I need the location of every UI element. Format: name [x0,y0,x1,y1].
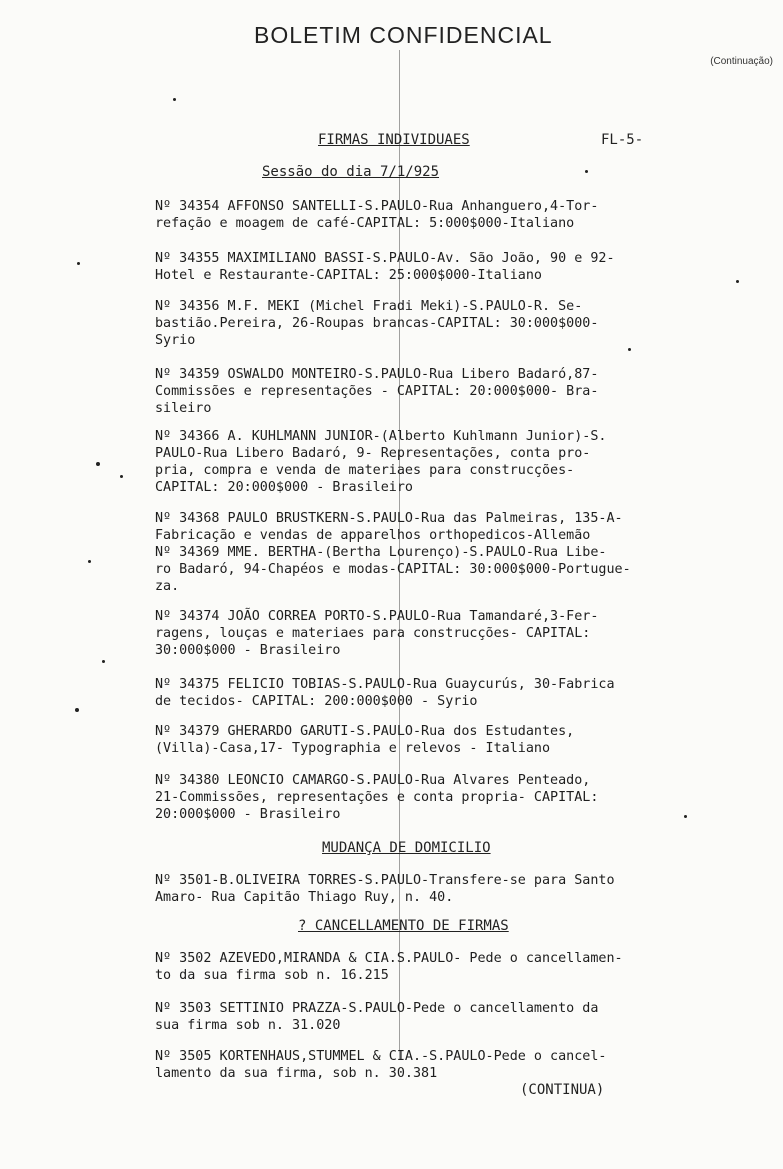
entry-3502: Nº 3502 AZEVEDO,MIRANDA & CIA.S.PAULO- Pede o cancellamen- to da sua firma sob n. 16.215 [155,951,623,983]
section-title-cancellamento: ? CANCELLAMENTO DE FIRMAS [298,918,509,934]
section-title-mudanca: MUDANÇA DE DOMICILIO [322,840,491,856]
entry-34379: Nº 34379 GHERARDO GARUTI-S.PAULO-Rua dos Estudantes, (Villa)-Casa,17- Typographia e relevos - Italiano [155,724,575,756]
continua-label: (CONTINUA) [520,1082,605,1098]
entry-3503: Nº 3503 SETTINIO PRAZZA-S.PAULO-Pede o cancellamento da sua firma sob n. 31.020 [155,1001,599,1033]
entry-34356: Nº 34356 M.F. MEKI (Michel Fradi Meki)-S.PAULO-R. Se- bastião.Pereira, 26-Roupas brancas-CAPITAL: 30:000$000- Syrio [155,299,599,348]
ink-speck [102,660,105,663]
section-title-firmas: FIRMAS INDIVIDUAES [318,132,470,148]
ink-speck [96,462,100,466]
ink-speck [585,170,588,173]
ink-speck [88,560,91,563]
entry-34374: Nº 34374 JOÃO CORREA PORTO-S.PAULO-Rua Tamandaré,3-Fer- ragens, louças e materiaes para construcções- CAPITAL: 30:000$000 - Brasileiro [155,609,599,658]
entry-34366: Nº 34366 A. KUHLMANN JUNIOR-(Alberto Kuhlmann Junior)-S. PAULO-Rua Libero Badaró, 9- Representações, conta pro- pria, compra e venda de materiaes para construcções- CAPITAL: 20:000$000 - Brasileiro [155,429,607,495]
entry-3501: Nº 3501-B.OLIVEIRA TORRES-S.PAULO-Transfere-se para Santo Amaro- Rua Capitão Thiago Ruy, n. 40. [155,873,615,905]
entry-3505: Nº 3505 KORTENHAUS,STUMMEL & CIA.-S.PAULO-Pede o cancel- lamento da sua firma, sob n. 30.381 [155,1049,607,1081]
ink-speck [77,262,80,265]
entry-34380: Nº 34380 LEONCIO CAMARGO-S.PAULO-Rua Alvares Penteado, 21-Commissões, representações e conta propria- CAPITAL: 20:000$000 - Brasileiro [155,773,599,822]
entry-34368-34369: Nº 34368 PAULO BRUSTKERN-S.PAULO-Rua das Palmeiras, 135-A- Fabricação e vendas de apparelhos orthopedicos-Allemão Nº 34369 MME. BERTHA-(Bertha Lourenço)-S.PAULO-Rua Libe- ro Badaró, 94-Chapéos e modas-CAPITAL: 30:000$000-Portugue- za. [155,511,631,594]
ink-speck [75,708,79,712]
session-date: Sessão do dia 7/1/925 [262,164,440,180]
entry-34359: Nº 34359 OSWALDO MONTEIRO-S.PAULO-Rua Libero Badaró,87- Commissões e representações - CAPITAL: 20:000$000- Bra- sileiro [155,367,599,416]
ink-speck [120,475,123,478]
ink-speck [736,280,739,283]
ink-speck [173,98,176,101]
entry-34355: Nº 34355 MAXIMILIANO BASSI-S.PAULO-Av. São João, 90 e 92- Hotel e Restaurante-CAPITAL: 25:000$000-Italiano [155,251,615,283]
ink-speck [628,348,631,351]
continuation-label: (Continuação) [710,56,773,67]
entry-34354: Nº 34354 AFFONSO SANTELLI-S.PAULO-Rua Anhanguero,4-Tor- refação e moagem de café-CAPITAL: 5:000$000-Italiano [155,199,599,231]
document-title: BOLETIM CONFIDENCIAL [254,22,553,48]
page-number: FL-5- [601,132,644,148]
ink-speck [684,815,687,818]
entry-34375: Nº 34375 FELICIO TOBIAS-S.PAULO-Rua Guaycurús, 30-Fabrica de tecidos- CAPITAL: 200:000$000 - Syrio [155,677,615,709]
